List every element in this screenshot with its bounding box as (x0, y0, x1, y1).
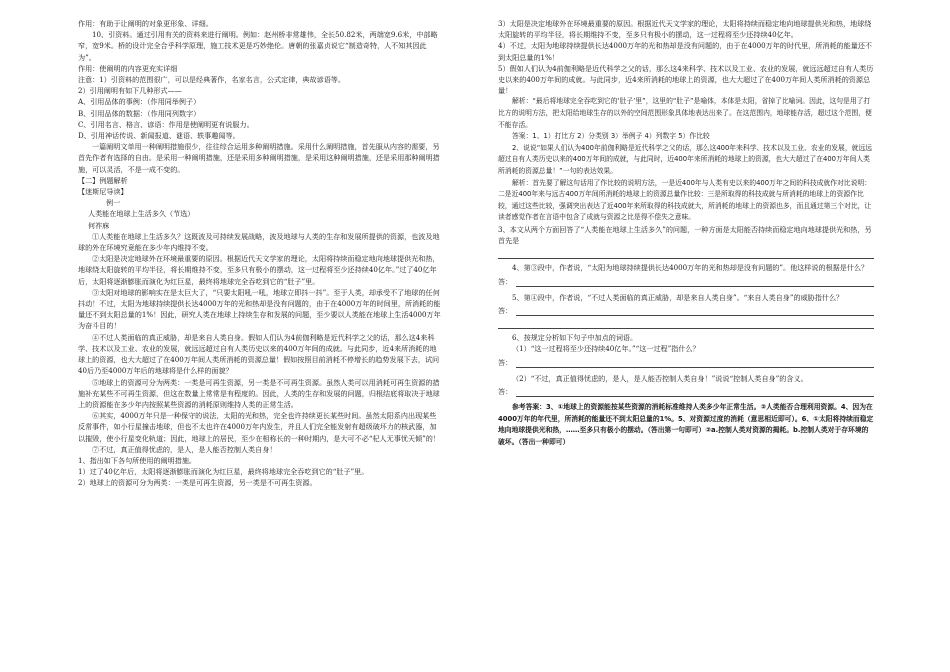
answer-1: 答案：1、1）打比方 2）分类别 3）举例子 4）列数字 5）作比较 (512, 132, 710, 141)
answer-row[interactable] (498, 386, 874, 397)
text-line: 2）引用阐明有如下几种形式—— (78, 86, 182, 96)
text-line: 作用：使阐明的内容更充实详细 (78, 63, 178, 73)
paragraph: ②太阳是决定地球外在环境最重要的原因。根据近代天文学家的理论，太阳将持续而稳定地向地球提供光和热，地球绕太阳旋转的平均半径，将长期维持不变，至多只有极小的摆动，这一过程将至少还持续40亿年。”过了40亿年后，太阳将逐渐膨胀而演化为红巨星，最终将地球完全吞吃到它的“肚子”里。 (78, 254, 440, 286)
answer-label: 答： (498, 357, 513, 367)
paragraph: ⑦不过，真正值得忧虑的，是人，是人能否控制人类自身！ (92, 444, 277, 454)
sub-question: 4）不过，太阳为地球持续提供长达4000万年的光和热却是没有问题的，由于在4000万年的时代里，所消耗的能量还不到太阳总量的1%！ (498, 41, 873, 62)
sub-question: 3）太阳是决定地球外在环境最重要的原因。根据近代天文学家的理论，太阳将持续而稳定地向地球提供光和热，地球绕太阳旋转的平均半径，将长期维持不变，至多只有极小的摆动，这一过程将至少还持续40亿年。 (498, 19, 872, 40)
answer-line[interactable] (498, 318, 874, 329)
answer-row[interactable] (498, 357, 874, 368)
question-4: 4、第③段中，作者说，“太阳为地球持续提供长达4000万年的光和热却是没有问题的”。他这样说的根据是什么？ (512, 263, 869, 273)
right-column (498, 18, 874, 449)
question-6-2: （2）“不过，真正值得忧虑的，是人，是人能否控制人类自身！”说说“控制人类自身”的含义。 (512, 373, 808, 383)
paragraph: ①人类能在地球上生活多久？这既波及可持续发展战略，波及地球与人类的生存和发展所提供的资源，也波及地球的外在环境究竟能在多少年内维持不变。 (78, 231, 440, 253)
paragraph: 10、引资料。通过引用有关的资料来进行阐明。例如：赵州桥非常雄伟，全长50.82米，两端宽9.6米，中部略窄，宽9米。桥的设计完全合乎科学原理，施工技术更是巧妙绝伦。唐朝的张嘉贞说它“制造奇特，人不知其因此为”。 (78, 30, 438, 62)
question-5: 5、第④段中，作者说，“不过人类面临的真正威胁，却是来自人类自身”。“来自人类自身”的威胁指什么？ (512, 292, 844, 302)
paragraph: 一篇阐明文单用一种阐明措施很少，往往综合运用多种阐明措施。采用什么阐明措施，首先服从内容的需要，另首先作者有选择的自由。是采用一种阐明措施，还是采用多种阐明措施，是采用这种阐明措施，还是采用那种阐明措施，可以灵活，不是一成不变的。 (78, 142, 440, 174)
answer-line[interactable] (498, 248, 874, 259)
text-line: D、引用神话传说、新闻报道、谜语、轶事趣闻等。 (78, 131, 240, 141)
answer-row[interactable] (498, 305, 874, 316)
paragraph: ⑥其实，4000万年只是一种保守的说法，太阳的光和热，完全也许持续更长某些时间。虽然太阳系内出现某些反常事件，如小行星撞击地球，但也不太也许在4000万年内发生，并且人们完全能发射有超级破坏力的核武器，加以摧毁，使小行星变化轨道；因此，地球上的居民，至少在相称长的一种时期内，是大可不必“杞人无事忧天倾”的！ (78, 411, 440, 443)
answer-line[interactable] (516, 358, 874, 368)
question-3: 3、本文从两个方面回答了“人类能在地球上生活多久”的问题，一种方面是太阳能否持续而稳定地向地球提供光和热，另首先是 (498, 224, 872, 246)
answer-line[interactable] (516, 306, 874, 316)
article-title: 人类能在地球上生活多久（节选） (88, 209, 195, 219)
answer-line[interactable] (516, 387, 874, 397)
paragraph: ⑤地球上的资源可分为两类：一类是可再生资源，另一类是不可再生资源。虽然人类可以用消耗可再生资源的措施补充某些不可再生资源，但这在数量上常常是有程度的。因此，人类的生存和发展的问题，归根结底将取决于地球上的资源能在多少年内按照某些资源的消耗原则维持人类的正常生活。 (78, 377, 440, 409)
section-heading: 【迷斯尼导读】 (78, 187, 128, 197)
left-column (78, 18, 442, 489)
sub-question: 1）过了40亿年后，太阳将逐渐膨胀而演化为红巨星，最终将地球完全吞吃到它的“肚子”里。 (78, 467, 369, 477)
question-2: 2、说说“如果人们认为400年前伽利略是近代科学之父的话，那么这400年来科学、技术以及工业、农业的发展，就远远超过自有人类历史以来的400万年间的成就，与此同时，近400年来所消耗的地球上的资源，也大大超过了在400万年间人类所消耗的资源总量！”一句的表达效果。 (498, 143, 873, 175)
analysis-1: 解析：“最后将地球完全吞吃到它的‘肚子’里”，这里的“肚子”是喻体，本体是太阳，省掉了比喻词。因此，这句是用了打比方的说明方法，把太阳给地球生存的以外的空间范围形象具体地表达出来了。在这范围内，地球能存活，超过这个范围，便不能存活。 (498, 97, 872, 129)
text-line: 注意：1）引资料的范围很广，可以是经典著作，名家名言，公式定律，典故谚语等。 (78, 75, 345, 85)
question-6: 6、按规定分析如下句子中加点的词语。 (512, 333, 638, 343)
answer-label: 答： (498, 276, 513, 286)
text-line: C、引用名言、格言、谚语：作用是使阐明更有说服力。 (78, 119, 254, 129)
paragraph: ④不过人类面临的真正威胁，却是来自人类自身。假如人们认为4前伽利略是近代科学之父的话，那么这4来科学、技术以及工业、农业的发展，就远远超过自有人类历史以来的400万年间的成就。与此同步，近4来所消耗的地球上的资源，也大大超过了在400万年间人类所消耗的资源总量！假如按照目前消耗不停增长的趋势发展下去，试问40后乃至4000万年后的地球将是什么样的面貌？ (78, 332, 440, 376)
analysis-2: 解析：首先要了解这句话用了作比较的说明方法，一是近400年与人类有史以来的400万年之间的科技成就作对比说明：二是近400年来与远古400万年间所消耗的地球上的资源总量作比较：三是所取得的科技成就与所消耗的地球上的资源作比较，通过这些比较，强调突出表达了近400年来所取得的科技成就大，所消耗的地球上的资源也多，而且通过第三个对比，让读者感觉作者在言语中包含了成就与资源之比是得不偿失之意味。 (498, 178, 872, 222)
answer-line[interactable] (516, 277, 874, 287)
question: 1、指出如下各句所使用的阐明措施。 (78, 455, 197, 465)
answer-label: 答： (498, 305, 513, 315)
answer-label: 答： (498, 386, 513, 396)
text-line: 作用：有助于让阐明的对象更形象、详细。 (78, 19, 213, 28)
answer-row[interactable] (498, 276, 874, 287)
example-label: 例一 (106, 198, 121, 208)
paragraph: ③太阳对地球的影响实在是太巨大了，“只要太阳吼一吼，地球立即抖一抖”。至于人类，却承受不了地球的任何抖动！不过，太阳为地球持续提供长达4000万年的光和热却是没有问题的，由于在4000万年的时间里，所消耗的能量还不到太阳总量的1%！因此，研究人类在地球上持续生存和发展的问题，至少要以人类能在地球上生活4000万年为奋斗目的！ (78, 287, 441, 331)
article-author: 何祚庥 (88, 220, 110, 230)
section-heading: 【二】例题解析 (78, 175, 128, 185)
question-6-1: （1）“这一过程将至少还持续40亿年。”“这一过程”指什么？ (512, 344, 700, 354)
sub-question: 2）地球上的资源可分为两类：一类是可再生资源，另一类是不可再生资源。 (78, 478, 317, 488)
sub-question: 5）假如人们认为4前伽利略是近代科学之父的话，那么这4来科学、技术以及工业、农业的发展，就远远超过自有人类历史以来的400万年间的成就。与此同步，近4来所消耗的地球上的资源，也大大超过了在400万年间人类所消耗的资源总量！ (498, 63, 874, 96)
reference-answers: 参考答案：3、①地球上的资源能按某些资源的消耗标准维持人类多少年正常生活。②人类能否合理利用资源。4、因为在4000万年的年代里，所消耗的能量还不到太阳总量的1%。5、对资源过度的消耗（意思相近即可）。6、①太阳将持续而稳定地向地球提供光和热，……至多只有极小的摆动。（答出第一句即可）②a.控制人类对资源的揭耗。b.控制人类对于存环境的破坏。（答出一种即可） (498, 403, 874, 446)
text-line: B、引用品体的数据：（作用同列数字） (78, 108, 201, 118)
text-line: A、引用品体的事例：（作用同举例子） (78, 97, 201, 107)
